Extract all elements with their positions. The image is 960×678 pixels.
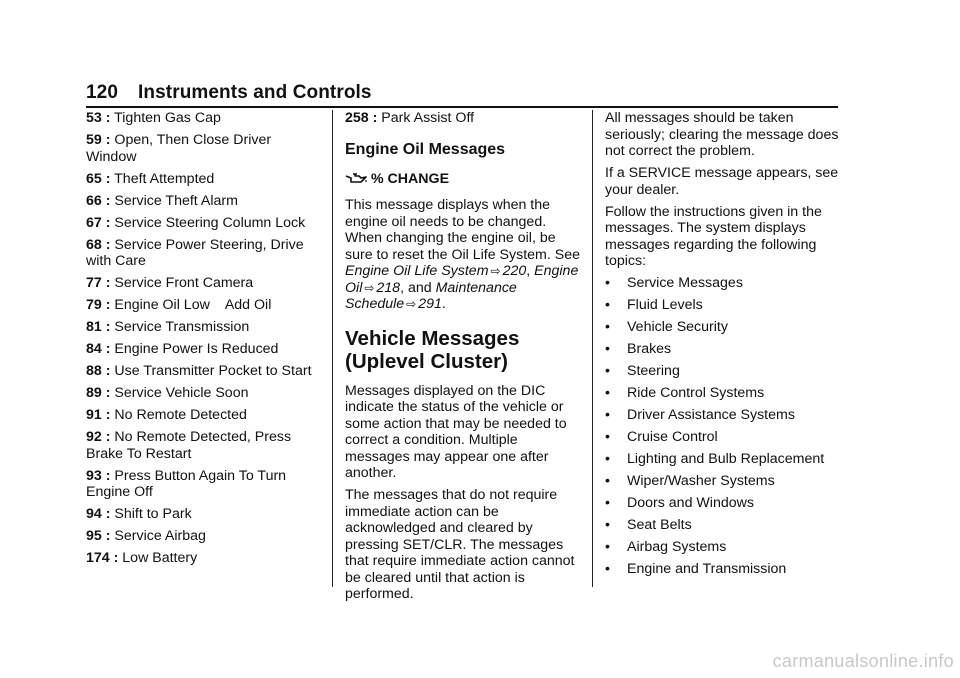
column-divider	[332, 110, 333, 587]
section-title: Instruments and Controls	[138, 82, 372, 103]
paragraph: All messages should be taken seriously; clearing the message does not correct the problem.	[605, 110, 839, 159]
paragraph: Messages displayed on the DIC indicate the status of the vehicle or some action that may be needed to correct a condition. Multiple messages may appear one after another.	[345, 382, 567, 481]
ref-link[interactable]: Engine Oil	[345, 263, 579, 296]
message-entry: 258 : Park Assist Off	[345, 110, 475, 126]
list-item: • Airbag Systems	[605, 539, 727, 555]
page-header	[86, 82, 372, 104]
column-1	[86, 110, 324, 572]
message-entry: 89 : Service Vehicle Soon	[86, 385, 249, 401]
oil-paragraph: This message displays when the engine oil needs to be changed. When changing the engine oil, be sure to reset the Oil Life System. See Engine Oil Life System ⇨ 220, Engine Oil ⇨ 218, and Maintenance Schedule ⇨ 291.	[345, 197, 580, 312]
column-2	[345, 110, 583, 608]
list-item: • Vehicle Security	[605, 319, 728, 335]
list-item: • Ride Control Systems	[605, 385, 765, 401]
oil-change-message	[345, 171, 583, 188]
message-entry: 67 : Service Steering Column Lock	[86, 214, 306, 231]
message-entry: 53 : Tighten Gas Cap	[86, 110, 221, 126]
ref-arrow-icon: ⇨	[364, 280, 375, 295]
list-item: • Seat Belts	[605, 517, 692, 533]
message-entry: 77 : Service Front Camera	[86, 275, 254, 291]
message-entry: 88 : Use Transmitter Pocket to Start	[86, 363, 312, 379]
list-item: • Service Messages	[605, 275, 743, 291]
list-item: • Lighting and Bulb Replacement	[605, 451, 825, 467]
message-entry: 65 : Theft Attempted	[86, 170, 215, 187]
list-item: • Doors and Windows	[605, 495, 754, 511]
list-item: • Steering	[605, 363, 680, 379]
vehicle-messages-heading: Vehicle Messages (Uplevel Cluster)	[345, 326, 520, 373]
oil-change-label: % CHANGE	[371, 170, 450, 187]
message-entry: 91 : No Remote Detected	[86, 407, 247, 423]
message-entry: 174 : Low Battery	[86, 550, 198, 566]
list-item: • Wiper/Washer Systems	[605, 473, 775, 489]
page-number: 120	[86, 82, 119, 103]
message-entry: 59 : Open, Then Close Driver Window	[86, 132, 272, 165]
message-entry: 93 : Press Button Again To Turn Engine Off	[86, 467, 287, 500]
message-entry: 68 : Service Power Steering, Drive with Care	[86, 236, 304, 269]
message-entry: 95 : Service Airbag	[86, 528, 206, 544]
message-entry: 94 : Shift to Park	[86, 506, 192, 522]
column-divider	[592, 110, 593, 587]
paragraph: The messages that do not require immediate action can be acknowledged and cleared by pressing SET/CLR. The messages that require immediate action cannot be cleared until that action is performed.	[345, 487, 575, 602]
paragraph: Follow the instructions given in the messages. The system displays messages regarding the following topics:	[605, 203, 822, 269]
message-entry: 66 : Service Theft Alarm	[86, 192, 238, 209]
ref-link[interactable]: Maintenance Schedule	[345, 279, 517, 312]
ref-arrow-icon: ⇨	[406, 297, 417, 311]
list-item: • Brakes	[605, 341, 672, 357]
column-3	[605, 110, 843, 583]
ref-arrow-icon: ⇨	[490, 264, 501, 278]
message-entry: 92 : No Remote Detected, Press Brake To Restart	[86, 429, 292, 462]
list-item: • Engine and Transmission	[605, 561, 787, 577]
list-item: • Driver Assistance Systems	[605, 407, 795, 423]
watermark: carmanualsonline.info	[772, 651, 954, 671]
list-item: • Fluid Levels	[605, 297, 703, 313]
paragraph: If a SERVICE message appears, see your dealer.	[605, 165, 839, 198]
message-entry: 79 : Engine Oil Low Add Oil	[86, 297, 272, 313]
ref-link[interactable]: Engine Oil Life System	[345, 263, 489, 279]
message-entry: 84 : Engine Power Is Reduced	[86, 341, 279, 357]
oil-can-icon	[345, 172, 367, 186]
header-rule	[86, 106, 838, 108]
engine-oil-heading: Engine Oil Messages	[345, 140, 506, 158]
list-item: • Cruise Control	[605, 429, 718, 445]
message-entry: 81 : Service Transmission	[86, 319, 250, 335]
topic-list	[605, 275, 843, 578]
